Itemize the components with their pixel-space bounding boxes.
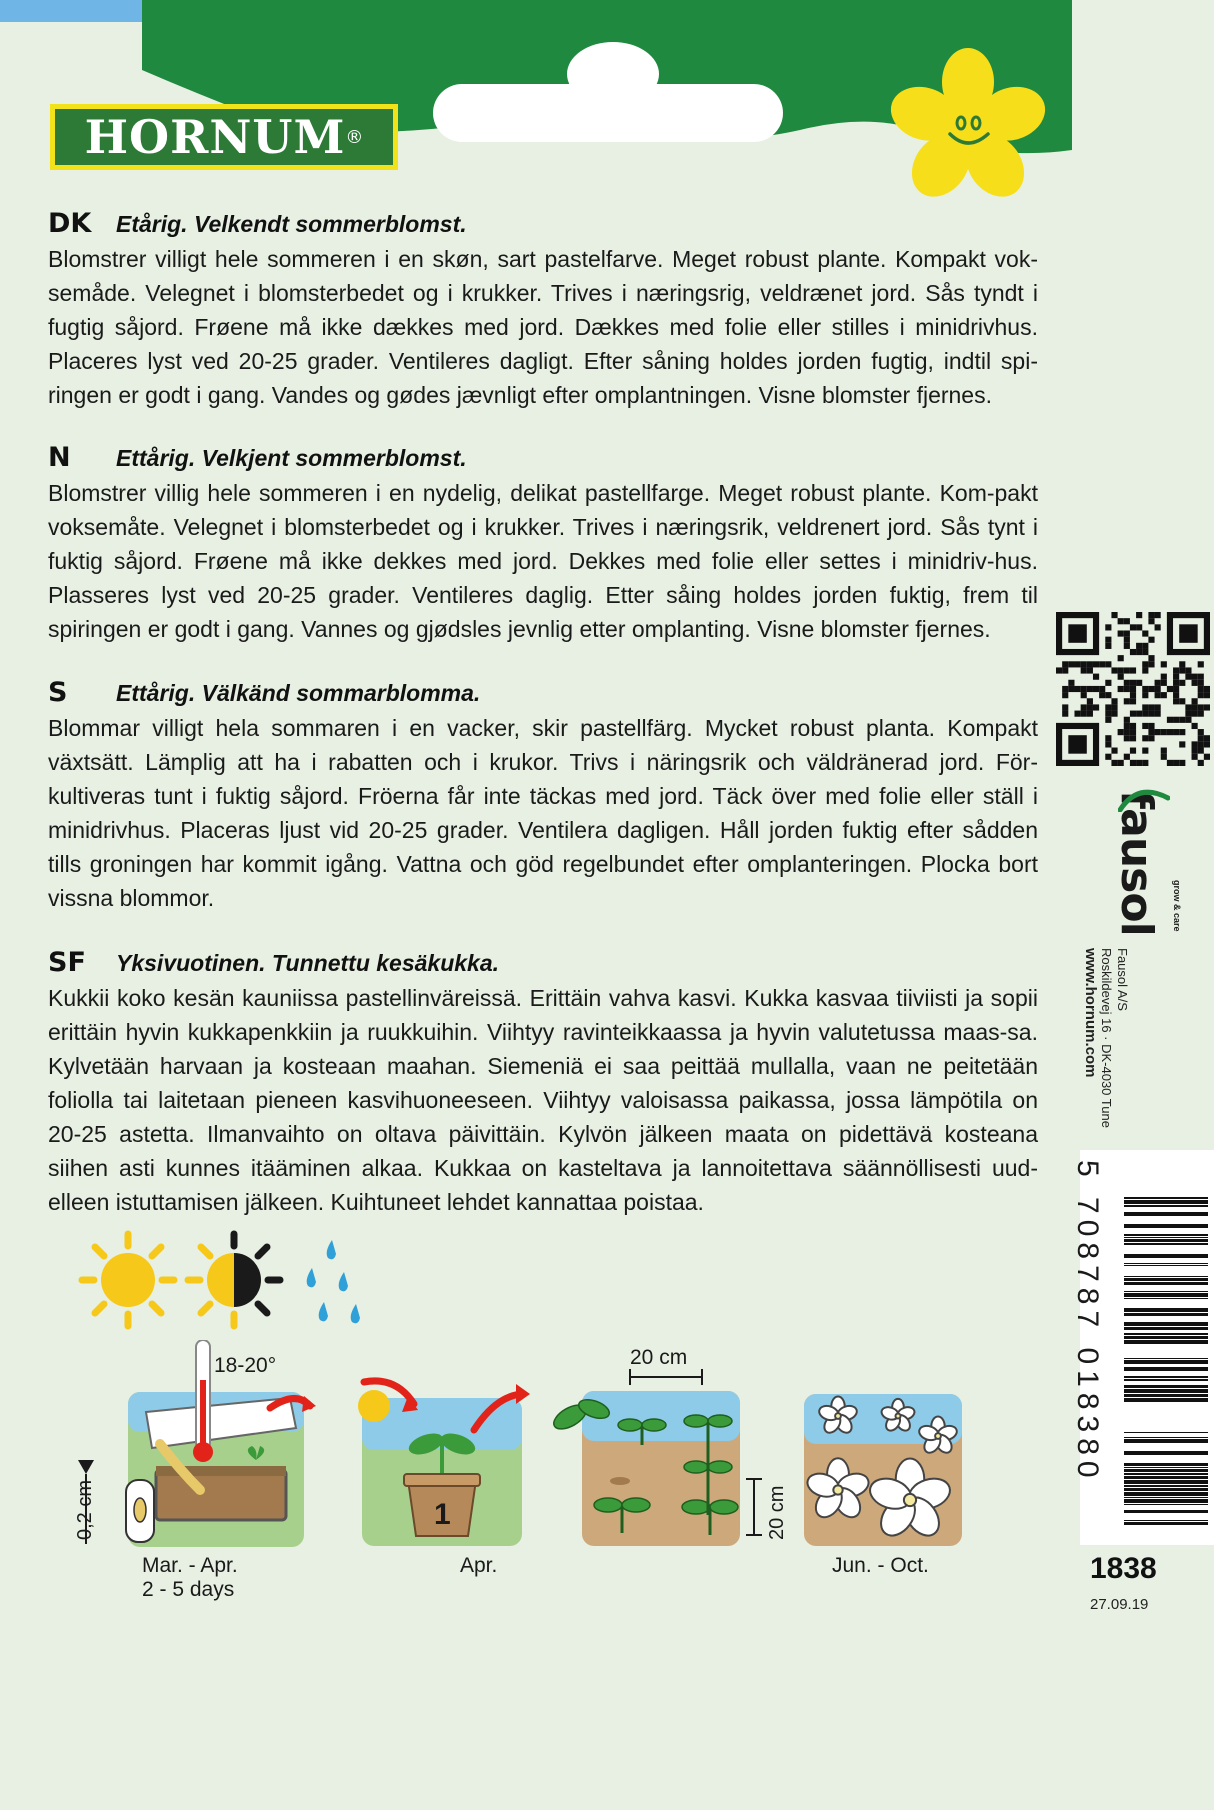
company-address: Roskildevej 16 · DK-4030 Tune: [1099, 948, 1114, 1128]
fausol-swoosh-icon: [1118, 788, 1170, 812]
language-code: N: [48, 442, 71, 473]
section-body: Kukkii koko kesän kauniissa pastellinväreissä. Erittäin vahva kasvi. Kukka kasvaa tiiviisti ja sopii erittäin hyvin kukkapenkkiin ja ruukkuihin. Viihtyy ravinteikkaassa ja hyvin valutetussa maas-sa. Kylvetään harvaan ja kosteaan maahan. Siemeniä ei saa peittää mullalla, vaan ne peitetään foliolla tai laitetaan pieneen kasvihuoneeseen. Viihtyy valoisassa paikassa, jossa lämpötila on 20-25 astetta. Ilmanvaihto on oltava päivittäin. Kylvön jälkeen maata on pidettävä kosteana siihen asti kunnes itääminen alkaa. Kukkaa on kasteltava ja lannoitettava säännöllisesti uud-elleen istuttamisen jälkeen. Kuihtuneet lehdet kannattaa poistaa.: [48, 985, 1038, 1215]
care-icons: [74, 1230, 364, 1340]
section-sf: [48, 947, 1038, 1219]
sowing-temperature: 18-20°: [214, 1354, 277, 1377]
section-subtitle: Etårig. Velkendt sommerblomst.: [116, 211, 467, 237]
water-drops-icon: [307, 1240, 360, 1323]
logo-text: HORNUM: [84, 110, 346, 164]
fausol-logo: fausol: [1111, 790, 1162, 936]
column-spacing: 20 cm: [766, 1485, 788, 1540]
qr-code-icon: [1056, 612, 1210, 766]
barcode-digits: 5 708787 018380: [1071, 1160, 1104, 1484]
spacing-illustration: [536, 1365, 776, 1550]
section-dk: [48, 208, 1038, 412]
website-link[interactable]: www.hornum.com: [1082, 948, 1099, 1078]
section-subtitle: Ettårig. Velkjent sommerblomst.: [116, 445, 467, 471]
flowering-illustration: [798, 1380, 973, 1550]
sowing-illustration: [60, 1340, 324, 1550]
sowing-depth: 0,2 cm: [74, 1479, 96, 1540]
smiling-flower-icon: [880, 48, 1050, 206]
language-code: DK: [48, 208, 92, 239]
section-body: Blomstrer villig hele sommeren i en nydelig, delikat pastellfarge. Meget robust plante. Kom-pakt voksemåte. Velegnet i blomsterbedet og i krukker. Trives i næringsrik, veldrenert jord. Sås tynt i fuktig såjord. Frøene må ikke dekkes med jord. Dekkes med folie eller settes i minidriv-hus. Plasseres lyst ved 20-25 grader. Ventileres daglig. Etter såing holdes jorden fuktig, frem til spiringen er godt i gang. Vannes og gjødsles jevnlig etter omplanting. Visne blomster fjernes.: [48, 480, 1038, 642]
sowing-duration: 2 - 5 days: [142, 1578, 235, 1601]
section-subtitle: Ettårig. Välkänd sommarblomma.: [116, 680, 481, 706]
transplant-illustration: [356, 1370, 546, 1550]
language-code: SF: [48, 947, 86, 978]
sowing-time: Mar. - Apr.: [142, 1554, 238, 1577]
hornum-logo: [50, 104, 398, 170]
transplant-time: Apr.: [460, 1554, 498, 1577]
flowering-time: Jun. - Oct.: [832, 1554, 929, 1577]
row-spacing: 20 cm: [630, 1346, 688, 1369]
registered-mark: ®: [345, 126, 364, 148]
section-subtitle: Yksivuotinen. Tunnettu kesäkukka.: [116, 950, 500, 976]
fausol-tagline: grow & care: [1172, 880, 1182, 932]
half-shade-icon: [188, 1234, 280, 1326]
section-n: [48, 442, 1038, 646]
barcode-bars: [1124, 1180, 1208, 1525]
product-number: 1838: [1090, 1552, 1157, 1585]
section-body: Blomstrer villigt hele sommeren i en skøn, sart pastelfarve. Meget robust plante. Kompakt vok-semåde. Velegnet i blomsterbedet og i krukker. Trives i næringsrig, veldrænet jord. Sås tyndt i fugtig såjord. Frøene må ikke dækkes med jord. Dækkes med folie eller stilles i minidrivhus. Placeres lyst ved 20-25 grader. Ventileres dagligt. Efter såning holdes jorden fugtig, indtil spi-ringen er godt i gang. Vandes og gødes jævnligt efter omplantningen. Visne blomster fjernes.: [48, 246, 1038, 408]
company-name: Fausol A/S: [1115, 948, 1130, 1011]
print-date: 27.09.19: [1090, 1596, 1149, 1613]
sun-icon: [82, 1234, 174, 1326]
pot-number: 1: [434, 1498, 451, 1531]
language-code: S: [48, 677, 68, 708]
section-s: [48, 677, 1038, 915]
section-body: Blommar villigt hela sommaren i en vacker, skir pastellfärg. Mycket robust planta. Kompakt växtsätt. Lämplig att ha i rabatten och i krukor. Trivs i näringsrik och väldränerad jord. För-kultiveras tunt i fuktig såjord. Fröerna får inte täckas med jord. Täck över med folie eller ställ i minidrivhus. Placeras ljust vid 20-25 grader. Ventilera dagligen. Håll jorden fuktig efter sådden tills groningen har kommit igång. Vattna och göd regelbundet efter omplanteringen. Plocka bort vissna blommor.: [48, 715, 1038, 911]
